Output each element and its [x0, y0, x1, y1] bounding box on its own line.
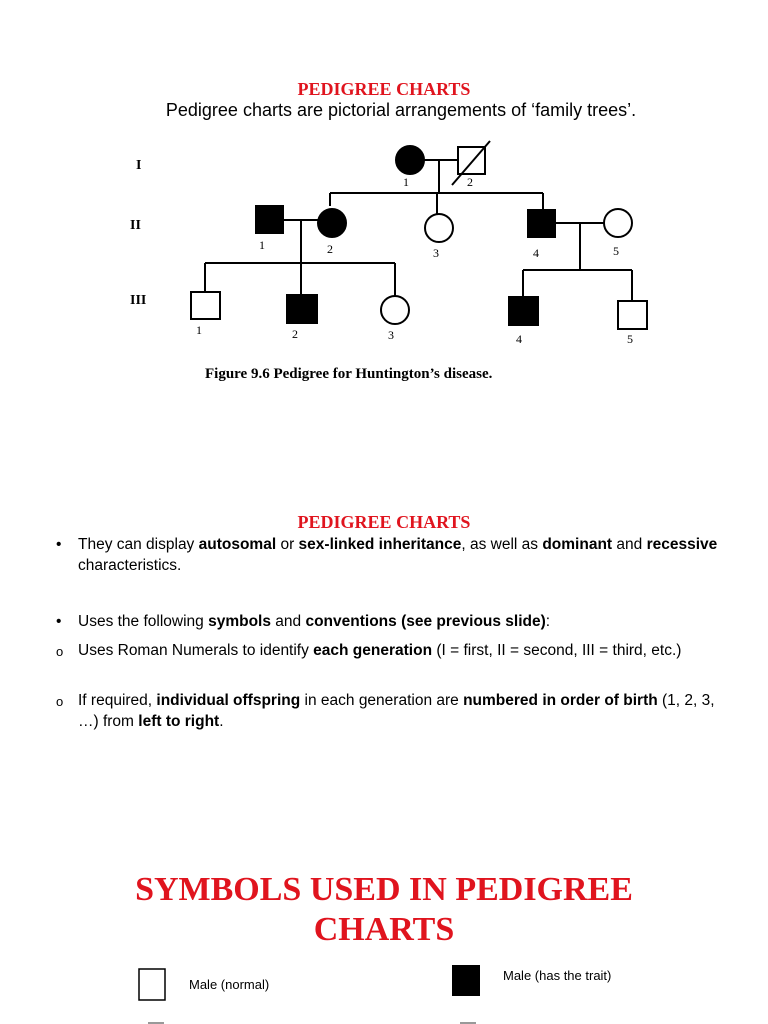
gen2-male-affected-4: [528, 210, 555, 237]
bullet-symbols: • Uses the following symbols and conventions (see previous slide):: [56, 613, 551, 630]
gen1-num-2: 2: [467, 175, 473, 189]
section3-title-line1: SYMBOLS USED IN PEDIGREE: [135, 871, 633, 908]
sub-bullet-marker: o: [56, 694, 64, 709]
male-normal-label: Male (normal): [189, 977, 270, 992]
section2-title: PEDIGREE CHARTS: [297, 512, 471, 532]
gen2-num-2: 2: [327, 242, 333, 256]
gen2-male-affected-1: [256, 206, 283, 233]
symbol-legend: [130, 962, 650, 1024]
gen2-female-affected-2: [318, 209, 346, 237]
sub-bullet-roman-numerals: o Uses Roman Numerals to identify each generation (I = first, II = second, III = third, etc.): [56, 640, 736, 661]
gen-label-1: I: [136, 158, 142, 173]
bullet-marker: •: [56, 613, 62, 630]
gen3-male-affected-4: [509, 297, 538, 325]
gen1-num-1: 1: [403, 175, 409, 189]
gen-label-3: III: [130, 293, 147, 308]
gen-label-2: II: [130, 218, 141, 233]
gen3-num-5: 5: [627, 332, 633, 346]
bullet-inheritance: • They can display autosomal or sex-linked inheritance, as well as dominant and recessive characteristics.: [56, 536, 718, 574]
gen3-male-normal-5: [618, 301, 647, 329]
gen2-female-normal-5: [604, 209, 632, 237]
section3-title-line2: CHARTS: [313, 911, 455, 948]
pedigree-figure: [110, 135, 685, 350]
gen2-num-3: 3: [433, 246, 439, 260]
gen2-num-4: 4: [533, 246, 539, 260]
section1-title: PEDIGREE CHARTS: [297, 79, 471, 99]
sub-bullet-offspring-order: o If required, individual offspring in each generation are numbered in order of birth (1, 2, 3, …) from left to right.: [56, 692, 715, 730]
male-normal-symbol: [139, 969, 165, 1000]
gen2-num-5: 5: [613, 244, 619, 258]
section3-title: [0, 870, 768, 950]
gen3-male-normal-1: [191, 292, 220, 319]
gen3-num-3: 3: [388, 328, 394, 342]
gen2-female-normal-3: [425, 214, 453, 242]
section1-subtitle: Pedigree charts are pictorial arrangements of ‘family trees’.: [165, 100, 637, 120]
bullet-marker: •: [56, 536, 62, 553]
figure-caption: Figure 9.6 Pedigree for Huntington’s disease.: [205, 366, 493, 382]
gen1-female-affected: [396, 146, 424, 174]
gen3-num-2: 2: [292, 327, 298, 341]
sub-bullet-marker: o: [56, 644, 64, 659]
male-trait-symbol: [452, 965, 480, 996]
gen3-num-4: 4: [516, 332, 522, 346]
male-trait-label: Male (has the trait): [503, 968, 612, 983]
gen3-num-1: 1: [196, 323, 202, 337]
gen2-num-1: 1: [259, 238, 265, 252]
gen3-male-affected-2: [287, 295, 317, 323]
gen3-female-normal-3: [381, 296, 409, 324]
